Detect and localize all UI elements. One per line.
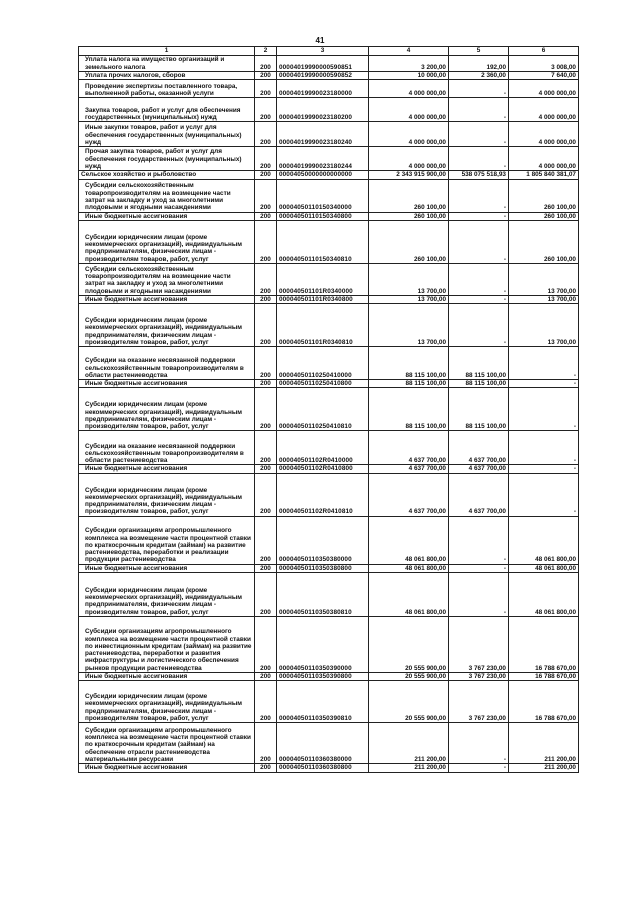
row-unexecuted: 13 700,00	[509, 304, 579, 347]
row-kbk: 00004050110350390810	[277, 681, 369, 723]
row-name: Субсидии юридическим лицам (кроме некоммерческих организаций), индивидуальным предпринимателям, физическим лицам - производителям товаров, работ, услуг	[79, 473, 255, 516]
row-name: Субсидии юридическим лицам (кроме некоммерческих организаций), индивидуальным предпринимателям, физическим лицам - производителям товаров, работ, услуг	[79, 220, 255, 263]
row-name: Субсидии сельскохозяйственным товаропроизводителям на возмещение части затрат на закладку и уход за многолетними плодовыми и ягодными насаждениями	[79, 179, 255, 212]
row-unexecuted: 4 000 000,00	[509, 80, 579, 98]
row-code: 200	[255, 764, 277, 772]
row-unexecuted: -	[509, 431, 579, 465]
row-kbk: 00004050110250410000	[277, 347, 369, 380]
row-name: Иные бюджетные ассигнования	[79, 564, 255, 572]
row-unexecuted: 4 000 000,00	[509, 98, 579, 122]
row-unexecuted: -	[509, 465, 579, 473]
row-executed: -	[449, 304, 509, 347]
row-approved: 48 061 800,00	[369, 516, 449, 564]
row-code: 200	[255, 263, 277, 295]
row-approved: 48 061 800,00	[369, 564, 449, 572]
row-executed: 192,00	[449, 56, 509, 72]
table-row	[79, 220, 579, 263]
row-executed: 88 115 100,00	[449, 347, 509, 380]
row-name: Субсидии на оказание несвязанной поддержки сельскохозяйственным товаропроизводителям в области растениеводства	[79, 347, 255, 380]
row-executed: -	[449, 179, 509, 212]
column-header: 5	[449, 47, 509, 56]
row-kbk: 00004050110150340000	[277, 179, 369, 212]
table-row	[79, 431, 579, 465]
row-executed: -	[449, 295, 509, 303]
row-unexecuted: 4 000 000,00	[509, 122, 579, 147]
row-code: 200	[255, 347, 277, 380]
table-row	[79, 80, 579, 98]
row-kbk: 00004050000000000000	[277, 171, 369, 179]
table-row	[79, 380, 579, 388]
row-approved: 48 061 800,00	[369, 573, 449, 617]
row-name: Субсидии юридическим лицам (кроме некоммерческих организаций), индивидуальным предпринимателям, физическим лицам - производителям товаров, работ, услуг	[79, 681, 255, 723]
row-approved: 260 100,00	[369, 179, 449, 212]
row-code: 200	[255, 295, 277, 303]
row-code: 200	[255, 431, 277, 465]
column-header: 1	[79, 47, 255, 56]
row-executed: 4 637 700,00	[449, 431, 509, 465]
row-kbk: 00004019990000590851	[277, 56, 369, 72]
row-name: Иные бюджетные ассигнования	[79, 465, 255, 473]
row-approved: 13 700,00	[369, 263, 449, 295]
row-name: Субсидии сельскохозяйственным товаропроизводителям на возмещение части затрат на закладку и уход за многолетними плодовыми и ягодными насаждениями	[79, 263, 255, 295]
row-executed: 3 767 230,00	[449, 681, 509, 723]
row-unexecuted: -	[509, 380, 579, 388]
row-code: 200	[255, 673, 277, 681]
row-kbk: 00004019990023180000	[277, 80, 369, 98]
table-row	[79, 56, 579, 72]
row-kbk: 00004050110350380810	[277, 573, 369, 617]
row-code: 200	[255, 98, 277, 122]
row-kbk: 00004050110360380800	[277, 764, 369, 772]
table-row	[79, 388, 579, 431]
row-unexecuted: -	[509, 388, 579, 431]
row-unexecuted: 211 200,00	[509, 764, 579, 772]
row-approved: 4 000 000,00	[369, 122, 449, 147]
table-row	[79, 764, 579, 772]
row-name: Субсидии юридическим лицам (кроме некоммерческих организаций), индивидуальным предпринимателям, физическим лицам - производителям товаров, работ, услуг	[79, 573, 255, 617]
row-kbk: 00004050110250410810	[277, 388, 369, 431]
row-executed: -	[449, 147, 509, 171]
row-unexecuted: 7 640,00	[509, 72, 579, 80]
row-kbk: 000040501102R0410800	[277, 465, 369, 473]
row-name: Субсидии организациям агропромышленного комплекса на возмещение части процентной ставки по краткосрочным кредитам (займам) на обеспечение отрасли растениеводства материальными ресурсами	[79, 723, 255, 764]
row-kbk: 000040501102R0410810	[277, 473, 369, 516]
row-kbk: 00004050110350380000	[277, 516, 369, 564]
row-name: Иные бюджетные ассигнования	[79, 212, 255, 220]
row-code: 200	[255, 516, 277, 564]
row-unexecuted: 260 100,00	[509, 220, 579, 263]
row-executed: -	[449, 564, 509, 572]
row-unexecuted: 16 788 670,00	[509, 673, 579, 681]
row-executed: 2 360,00	[449, 72, 509, 80]
table-row	[79, 347, 579, 380]
row-name: Уплата прочих налогов, сборов	[79, 72, 255, 80]
table-row	[79, 263, 579, 295]
row-code: 200	[255, 171, 277, 179]
row-kbk: 00004050110350390800	[277, 673, 369, 681]
row-kbk: 00004050110150340800	[277, 212, 369, 220]
row-executed: -	[449, 573, 509, 617]
row-name: Проведение экспертизы поставленного товара, выполненной работы, оказанной услуги	[79, 80, 255, 98]
table-row	[79, 564, 579, 572]
row-approved: 4 637 700,00	[369, 473, 449, 516]
row-name: Иные закупки товаров, работ и услуг для обеспечения государственных (муниципальных) нужд	[79, 122, 255, 147]
row-name: Иные бюджетные ассигнования	[79, 673, 255, 681]
row-approved: 13 700,00	[369, 304, 449, 347]
row-unexecuted: 1 805 840 381,07	[509, 171, 579, 179]
row-name: Субсидии юридическим лицам (кроме некоммерческих организаций), индивидуальным предпринимателям, физическим лицам - производителям товаров, работ, услуг	[79, 304, 255, 347]
row-executed: 88 115 100,00	[449, 388, 509, 431]
row-approved: 4 637 700,00	[369, 431, 449, 465]
row-approved: 4 000 000,00	[369, 147, 449, 171]
row-executed: 3 767 230,00	[449, 673, 509, 681]
row-kbk: 00004050110350380800	[277, 564, 369, 572]
row-executed: -	[449, 80, 509, 98]
row-code: 200	[255, 465, 277, 473]
budget-execution-table	[78, 46, 579, 773]
table-row	[79, 473, 579, 516]
row-code: 200	[255, 473, 277, 516]
row-name: Иные бюджетные ассигнования	[79, 380, 255, 388]
row-executed: 4 637 700,00	[449, 465, 509, 473]
table-row	[79, 516, 579, 564]
table-row	[79, 681, 579, 723]
row-code: 200	[255, 564, 277, 572]
row-approved: 2 343 915 900,00	[369, 171, 449, 179]
row-approved: 13 700,00	[369, 295, 449, 303]
row-approved: 211 200,00	[369, 764, 449, 772]
table-row	[79, 72, 579, 80]
table-row	[79, 723, 579, 764]
row-unexecuted: -	[509, 473, 579, 516]
row-executed: -	[449, 212, 509, 220]
row-kbk: 00004050110360380000	[277, 723, 369, 764]
row-code: 200	[255, 573, 277, 617]
row-unexecuted: 4 000 000,00	[509, 147, 579, 171]
row-kbk: 000040501101R0340810	[277, 304, 369, 347]
row-approved: 88 115 100,00	[369, 388, 449, 431]
row-name: Иные бюджетные ассигнования	[79, 764, 255, 772]
row-code: 200	[255, 147, 277, 171]
table-header-row	[79, 47, 579, 56]
table-row	[79, 98, 579, 122]
row-unexecuted: 3 008,00	[509, 56, 579, 72]
row-unexecuted: 13 700,00	[509, 263, 579, 295]
column-header: 6	[509, 47, 579, 56]
row-approved: 20 555 900,00	[369, 673, 449, 681]
row-name: Иные бюджетные ассигнования	[79, 295, 255, 303]
row-name: Субсидии юридическим лицам (кроме некоммерческих организаций), индивидуальным предпринимателям, физическим лицам - производителям товаров, работ, услуг	[79, 388, 255, 431]
row-name: Субсидии организациям агропромышленного комплекса на возмещение части процентной ставки по инвестиционным кредитам (займам) на развитие растениеводства, переработки и развития инфраструктуры и логистического обеспечения рынков продукции растениеводства	[79, 617, 255, 673]
row-code: 200	[255, 304, 277, 347]
row-executed: -	[449, 764, 509, 772]
row-unexecuted: -	[509, 347, 579, 380]
table-row	[79, 171, 579, 179]
table-row	[79, 179, 579, 212]
row-approved: 260 100,00	[369, 212, 449, 220]
row-approved: 20 555 900,00	[369, 617, 449, 673]
row-executed: -	[449, 98, 509, 122]
row-unexecuted: 48 061 800,00	[509, 573, 579, 617]
row-name: Субсидии на оказание несвязанной поддержки сельскохозяйственным товаропроизводителям в области растениеводства	[79, 431, 255, 465]
row-code: 200	[255, 617, 277, 673]
row-name: Прочая закупка товаров, работ и услуг для обеспечения государственных (муниципальных) нужд	[79, 147, 255, 171]
table-row	[79, 673, 579, 681]
row-unexecuted: 260 100,00	[509, 179, 579, 212]
row-executed: -	[449, 516, 509, 564]
page-number: 41	[315, 36, 325, 45]
table-row	[79, 147, 579, 171]
row-code: 200	[255, 388, 277, 431]
row-name: Уплата налога на имущество организаций и земельного налога	[79, 56, 255, 72]
row-code: 200	[255, 56, 277, 72]
table-row	[79, 465, 579, 473]
row-kbk: 00004019990023180240	[277, 122, 369, 147]
row-kbk: 000040501101R0340800	[277, 295, 369, 303]
row-kbk: 000040501102R0410000	[277, 431, 369, 465]
row-unexecuted: 48 061 800,00	[509, 516, 579, 564]
row-executed: 538 075 518,93	[449, 171, 509, 179]
row-code: 200	[255, 80, 277, 98]
row-approved: 88 115 100,00	[369, 380, 449, 388]
row-approved: 20 555 900,00	[369, 681, 449, 723]
row-kbk: 00004019990023180244	[277, 147, 369, 171]
row-name: Сельское хозяйство и рыболовство	[79, 171, 255, 179]
row-code: 200	[255, 220, 277, 263]
row-unexecuted: 48 061 800,00	[509, 564, 579, 572]
row-unexecuted: 260 100,00	[509, 212, 579, 220]
row-approved: 260 100,00	[369, 220, 449, 263]
row-kbk: 00004050110150340810	[277, 220, 369, 263]
row-executed: -	[449, 122, 509, 147]
table-row	[79, 304, 579, 347]
row-unexecuted: 13 700,00	[509, 295, 579, 303]
row-executed: -	[449, 263, 509, 295]
table-row	[79, 573, 579, 617]
row-approved: 4 000 000,00	[369, 80, 449, 98]
row-name: Закупка товаров, работ и услуг для обеспечения государственных (муниципальных) нужд	[79, 98, 255, 122]
row-code: 200	[255, 723, 277, 764]
row-kbk: 00004019990000590852	[277, 72, 369, 80]
row-unexecuted: 16 788 670,00	[509, 617, 579, 673]
row-code: 200	[255, 122, 277, 147]
row-approved: 211 200,00	[369, 723, 449, 764]
row-unexecuted: 211 200,00	[509, 723, 579, 764]
row-unexecuted: 16 788 670,00	[509, 681, 579, 723]
row-code: 200	[255, 72, 277, 80]
row-executed: -	[449, 723, 509, 764]
row-code: 200	[255, 179, 277, 212]
row-approved: 3 200,00	[369, 56, 449, 72]
row-kbk: 000040501101R0340000	[277, 263, 369, 295]
row-kbk: 00004050110250410800	[277, 380, 369, 388]
row-kbk: 00004050110350390000	[277, 617, 369, 673]
row-approved: 88 115 100,00	[369, 347, 449, 380]
row-approved: 4 000 000,00	[369, 98, 449, 122]
row-executed: 88 115 100,00	[449, 380, 509, 388]
row-name: Субсидии организациям агропромышленного комплекса на возмещение части процентной ставки по краткосрочным кредитам (займам) на развитие растениеводства, переработки и реализации продукции растениеводства	[79, 516, 255, 564]
column-header: 4	[369, 47, 449, 56]
row-executed: 3 767 230,00	[449, 617, 509, 673]
row-executed: 4 637 700,00	[449, 473, 509, 516]
table-row	[79, 617, 579, 673]
table-row	[79, 295, 579, 303]
row-approved: 10 000,00	[369, 72, 449, 80]
table-row	[79, 122, 579, 147]
row-code: 200	[255, 681, 277, 723]
row-executed: -	[449, 220, 509, 263]
row-code: 200	[255, 380, 277, 388]
row-code: 200	[255, 212, 277, 220]
table-row	[79, 212, 579, 220]
row-kbk: 00004019990023180200	[277, 98, 369, 122]
row-approved: 4 637 700,00	[369, 465, 449, 473]
column-header: 2	[255, 47, 277, 56]
column-header: 3	[277, 47, 369, 56]
